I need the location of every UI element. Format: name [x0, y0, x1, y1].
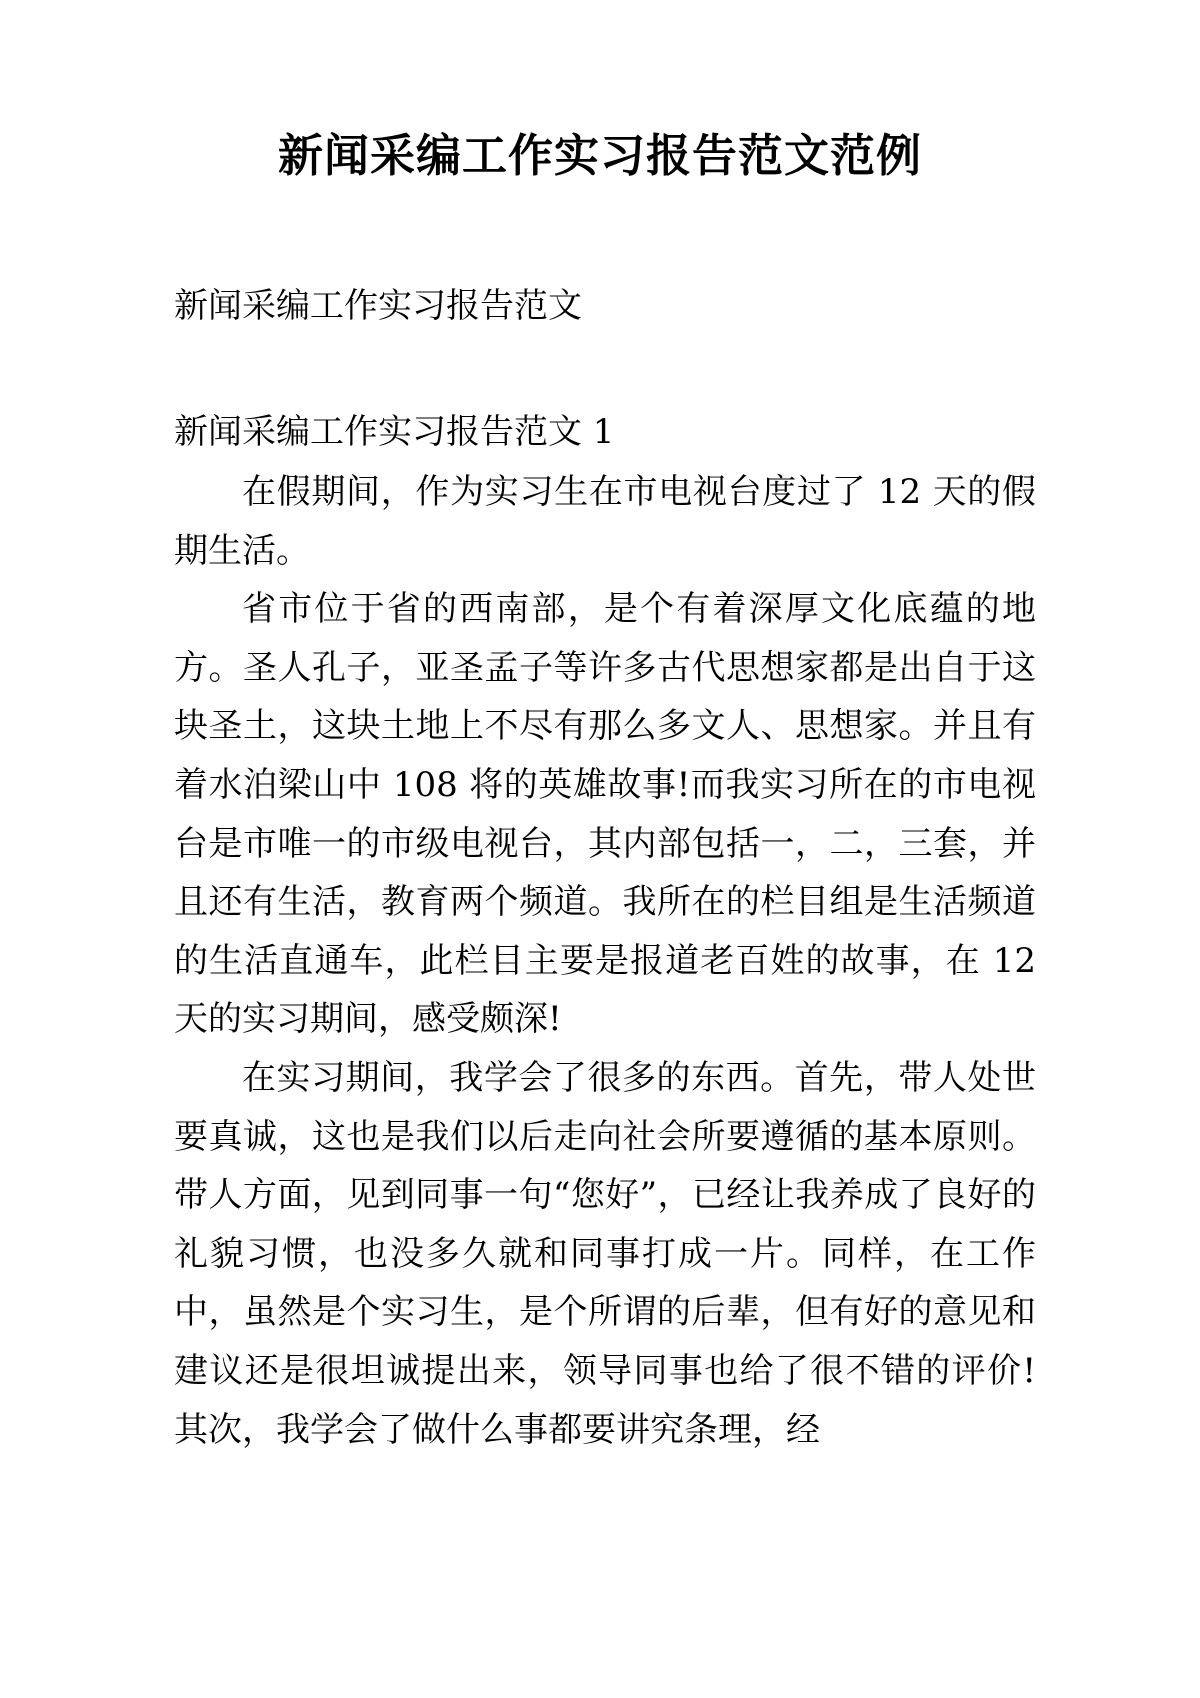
paragraph-1: 在假期间，作为实习生在市电视台度过了 12 天的假期生活。: [174, 472, 1036, 571]
section-heading: 新闻采编工作实习报告范文 1: [174, 412, 615, 452]
paragraph-2: 省市位于省的西南部，是个有着深厚文化底蕴的地方。圣人孔子，亚圣孟子等许多古代思想家都是出自于这块圣土，这块土地上不尽有那么多文人、思想家。并且有着水泊梁山中 108 将的英雄故事!而我实习所在的市电视台是市唯一的市级电视台，其内部包括一，二，三套，并且还有生活，教育两个频道。我所在的栏目组是生活频道的生活直通车，此栏目主要是报道老百姓的故事，在 12 天的实习期间，感受颇深!: [174, 589, 1036, 1040]
document-subtitle: 新闻采编工作实习报告范文: [174, 286, 582, 326]
paragraph-3: 在实习期间，我学会了很多的东西。首先，带人处世要真诚，这也是我们以后走向社会所要遵循的基本原则。带人方面，见到同事一句“您好”，已经让我养成了良好的礼貌习惯，也没多久就和同事打成一片。同样，在工作中，虽然是个实习生，是个所谓的后辈，但有好的意见和建议还是很坦诚提出来，领导同事也给了很不错的评价!其次，我学会了做什么事都要讲究条理，经: [174, 1057, 1036, 1450]
document-title: 新闻采编工作实习报告范文范例: [277, 129, 922, 182]
body-text: [174, 463, 1036, 1459]
